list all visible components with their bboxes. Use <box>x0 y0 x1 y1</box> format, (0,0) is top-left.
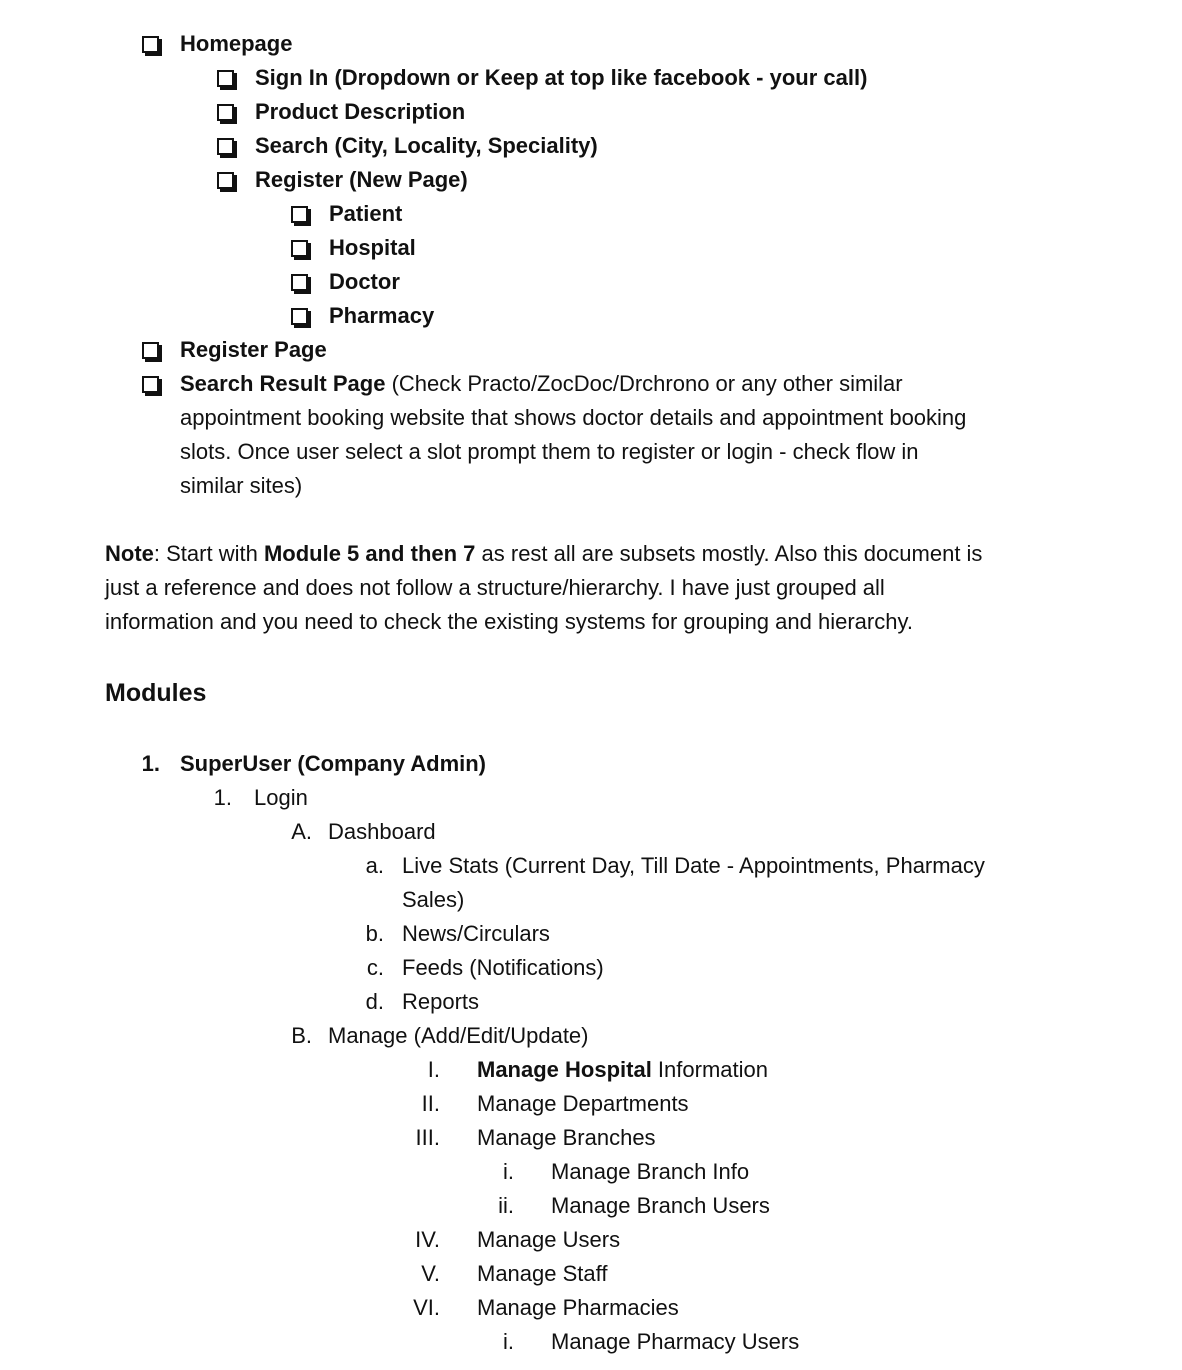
checklist-label: Pharmacy <box>329 303 435 328</box>
checkbox-icon <box>142 342 159 359</box>
checkbox-icon <box>217 104 234 121</box>
note-text-b: as rest all are subsets mostly. Also this document is <box>475 541 983 566</box>
live-stats-item: Live Stats (Current Day, Till Date - Appointments, Pharmacy <box>402 853 985 878</box>
pharmacy-sub-marker: i. <box>503 1329 514 1354</box>
note-text-a: : Start with <box>153 541 264 566</box>
checkbox-icon <box>291 206 308 223</box>
manage-pharmacies-item: Manage Pharmacies <box>477 1295 679 1320</box>
module-marker: 1. <box>141 751 160 776</box>
note-line-2: just a reference and does not follow a structure/hierarchy. I have just grouped all <box>105 575 885 600</box>
dashboard-marker: A. <box>291 819 312 844</box>
modules-heading: Modules <box>105 679 207 707</box>
roman-marker: VI. <box>413 1295 440 1320</box>
search-result-title: Search Result Page <box>180 371 386 396</box>
checkbox-icon <box>142 36 159 53</box>
checklist-label: Doctor <box>329 269 400 294</box>
manage-hospital-text: Information <box>651 1057 768 1082</box>
module-1-title: SuperUser (Company Admin) <box>180 751 487 776</box>
reports-marker: d. <box>365 989 384 1014</box>
manage-marker: B. <box>291 1023 312 1048</box>
live-stats-item-cont: Sales) <box>402 887 465 912</box>
roman-marker: I. <box>427 1057 440 1082</box>
manage-branches-item: Manage Branches <box>477 1125 656 1150</box>
manage-item: Manage (Add/Edit/Update) <box>328 1023 589 1048</box>
checklist-label: Register (New Page) <box>255 167 468 192</box>
checkbox-icon <box>142 376 159 393</box>
checkbox-icon <box>291 308 308 325</box>
manage-users-item: Manage Users <box>477 1227 621 1252</box>
checklist-label: Register Page <box>180 337 327 362</box>
checklist-label: Homepage <box>180 31 293 56</box>
checklist-label: Product Description <box>255 99 466 124</box>
manage-branch-info-item: Manage Branch Info <box>551 1159 750 1184</box>
branch-sub-marker: i. <box>503 1159 514 1184</box>
checkbox-icon <box>217 172 234 189</box>
note-line-3: information and you need to check the existing systems for grouping and hierarchy. <box>105 609 913 634</box>
note-modules: Module 5 and then 7 <box>263 541 476 566</box>
roman-marker: V. <box>421 1261 440 1286</box>
roman-marker: II. <box>421 1091 440 1116</box>
note-label: Note <box>105 541 154 566</box>
branch-sub-marker: ii. <box>498 1193 514 1218</box>
checklist-label: Patient <box>329 201 403 226</box>
search-result-desc: (Check Practo/ZocDoc/Drchrono or any other similar <box>391 371 903 396</box>
search-result-line-4: similar sites) <box>180 473 303 498</box>
feeds-marker: c. <box>366 955 384 980</box>
manage-hospital-item <box>477 1053 768 1087</box>
roman-marker: IV. <box>415 1227 440 1252</box>
live-stats-marker: a. <box>365 853 384 878</box>
dashboard-item: Dashboard <box>328 819 436 844</box>
checklist-label: Hospital <box>329 235 416 260</box>
login-marker: 1. <box>213 785 232 810</box>
checkbox-icon <box>217 70 234 87</box>
news-item: News/Circulars <box>402 921 550 946</box>
news-marker: b. <box>365 921 384 946</box>
manage-branch-users-item: Manage Branch Users <box>551 1193 770 1218</box>
checklist-label: Sign In (Dropdown or Keep at top like facebook - your call) <box>255 65 868 90</box>
manage-hospital-bold: Manage Hospital <box>477 1057 652 1082</box>
search-result-first-line <box>180 367 903 401</box>
note-line-1 <box>105 537 982 571</box>
search-result-line-3: slots. Once user select a slot prompt them to register or login - check flow in <box>180 439 919 464</box>
search-result-line-2: appointment booking website that shows doctor details and appointment booking <box>180 405 967 430</box>
checkbox-icon <box>217 138 234 155</box>
roman-marker: III. <box>415 1125 440 1150</box>
manage-pharmacy-users-item: Manage Pharmacy Users <box>551 1329 800 1354</box>
reports-item: Reports <box>402 989 480 1014</box>
login-item: Login <box>254 785 308 810</box>
feeds-item: Feeds (Notifications) <box>402 955 604 980</box>
manage-staff-item: Manage Staff <box>477 1261 608 1286</box>
checkbox-icon <box>291 240 308 257</box>
manage-departments-item: Manage Departments <box>477 1091 689 1116</box>
checkbox-icon <box>291 274 308 291</box>
checklist-label: Search (City, Locality, Speciality) <box>255 133 598 158</box>
